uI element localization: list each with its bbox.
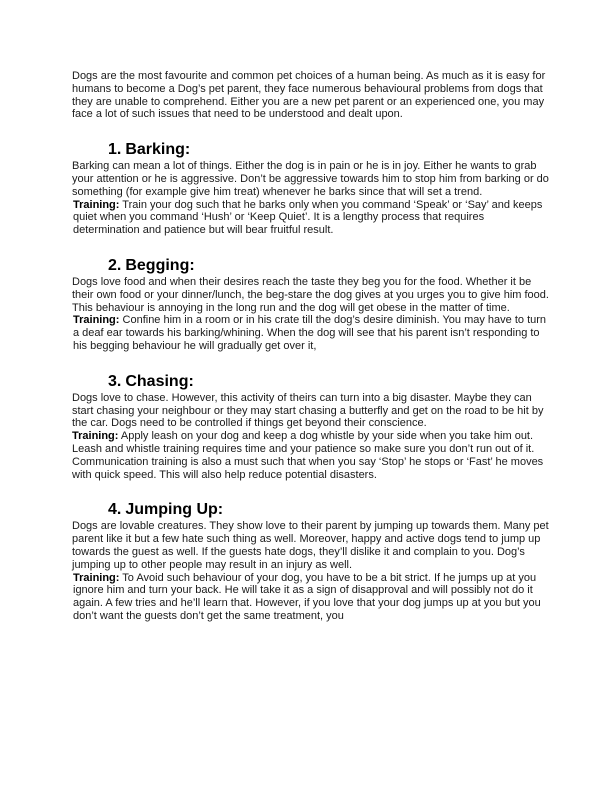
section-title: Begging: — [125, 256, 195, 274]
training-paragraph — [73, 199, 550, 237]
training-label: Training: — [73, 314, 120, 327]
section-title: Jumping Up: — [125, 501, 224, 519]
training-paragraph — [73, 314, 550, 352]
section-jumping-up — [72, 501, 550, 622]
training-text: To Avoid such behaviour of your dog, you have to be a bit strict. If he jumps up at you ignore him and turn your back. He will take it as a sign of disapproval and will possibly not do it again. A few tries and he’ll learn that. However, if you love that your dog jumps up at you but you don’t want the guests don’t get the same treatment, you — [73, 571, 541, 622]
section-number: 1. — [108, 141, 122, 159]
section-heading — [108, 501, 550, 519]
section-body: Dogs love food and when their desires reach the taste they beg you for the food. Whether it be their own food or your dinner/lunch, the beg-stare the dog gives at you urges you to give him food. This behaviour is annoying in the long run and the dog will get obese in the matter of time. — [72, 275, 549, 314]
section-body: Dogs are lovable creatures. They show love to their parent by jumping up towards them. Many pet parent like it but a few hate such thing as well. Moreover, happy and active dogs tend to jump up towards the guest as well. If the guests hate dogs, they’ll dislike it and complain to you. Dog’s jumping up to other people may result in an injury as well. — [72, 520, 549, 571]
section-heading — [108, 141, 550, 159]
training-text: Apply leash on your dog and keep a dog whistle by your side when you take him out. Leash and whistle training requires time and your patience so make sure you don’t run out of it. Communication training is also a must such that when you say ‘Stop’ he stops or ‘Fast’ he moves with quick speed. This will also help reduce potential disasters. — [72, 430, 544, 481]
section-begging — [72, 257, 550, 353]
training-paragraph — [72, 430, 550, 481]
training-label: Training: — [72, 430, 119, 443]
training-paragraph — [73, 572, 550, 623]
intro-paragraph: Dogs are the most favourite and common pet choices of a human being. As much as it is easy for humans to become a Dog’s pet parent, they face numerous behavioural problems from dogs that they are unable to comprehend. Either you are a new pet parent or an experienced one, you may face a lot of such issues that need to be understood and dealt upon. — [72, 70, 546, 121]
training-text: Confine him in a room or in his crate till the dog’s desire diminish. You may have to turn a deaf ear towards his barking/whining. When the dog will see that his parent isn’t responding to his begging behaviour he will gradually get over it, — [73, 314, 547, 352]
section-body: Barking can mean a lot of things. Either the dog is in pain or he is in joy. Either he wants to grab your attention or he is aggressive. Don’t be aggressive towards him to stop him from barking or do something (for example give him treat) whenever he barks since that will set a trend. — [72, 160, 549, 198]
section-body: Dogs love to chase. However, this activity of theirs can turn into a big disaster. Maybe they can start chasing your neighbour or they may start chasing a butterfly and get on the road to be hit by the car. Dogs need to be controlled if things get beyond their conscience. — [72, 391, 544, 430]
section-heading — [108, 257, 550, 275]
section-title: Barking: — [125, 141, 191, 159]
section-number: 3. — [108, 372, 122, 390]
training-text: Train your dog such that he barks only when you command ‘Speak’ or ‘Say’ and keeps quiet when you command ‘Hush’ or ‘Keep Quiet’. It is a lengthy process that requires determination and patience but will bear fruitful result. — [73, 198, 543, 237]
training-label: Training: — [73, 198, 120, 211]
section-heading — [108, 373, 550, 391]
section-title: Chasing: — [125, 372, 194, 390]
section-number: 2. — [108, 256, 122, 274]
section-barking — [72, 141, 550, 237]
document-page — [72, 70, 550, 643]
training-label: Training: — [73, 571, 120, 584]
section-chasing — [72, 373, 550, 482]
section-number: 4. — [108, 501, 122, 519]
